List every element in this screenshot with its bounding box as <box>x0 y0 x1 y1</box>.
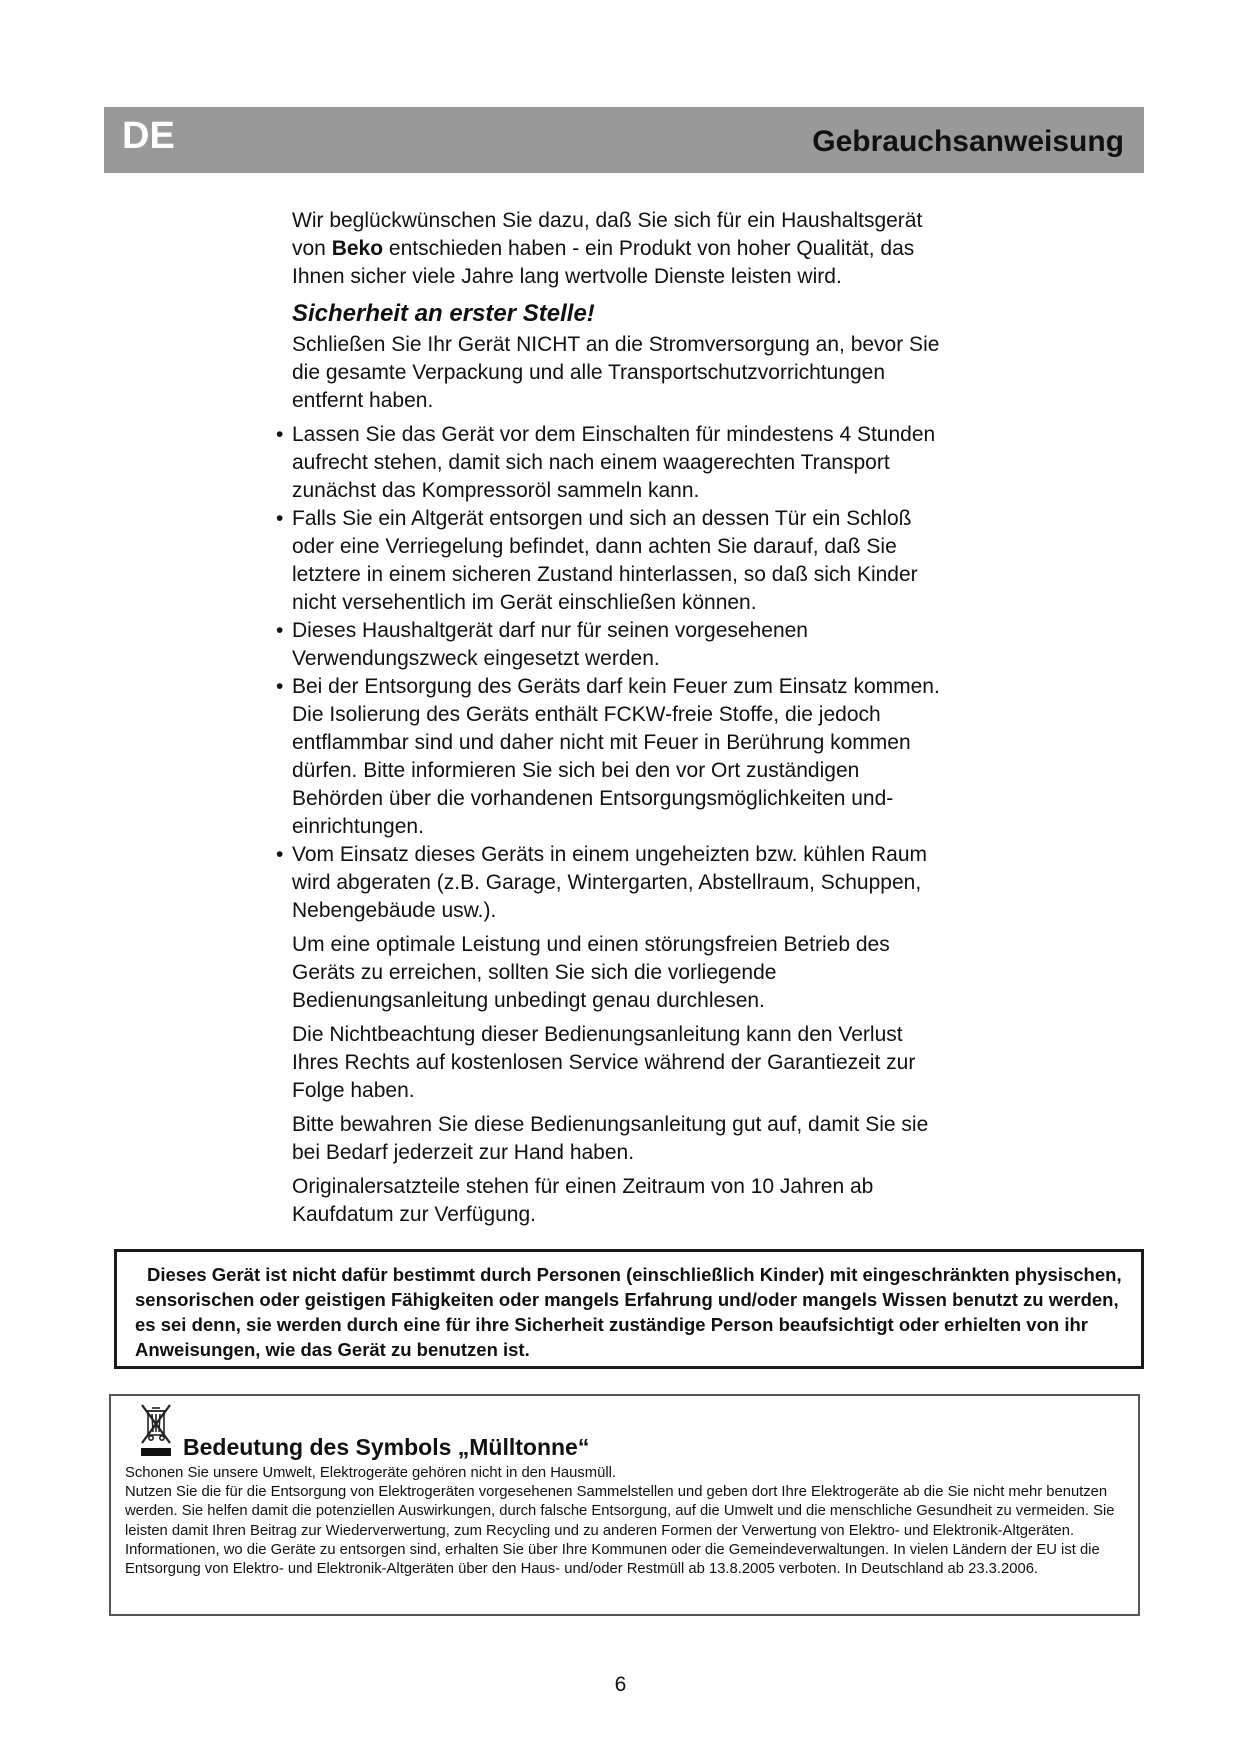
intro-text-end: entschieden haben - ein Produkt von hoher Qualität, das Ihnen sicher viele Jahre lang wertvolle Dienste leisten wird. <box>292 237 915 288</box>
safety-heading: Sicherheit an erster Stelle! <box>292 300 595 327</box>
crossed-out-wheelie-bin-icon <box>139 1402 173 1458</box>
disposal-intro-line: Schonen Sie unsere Umwelt, Elektrogeräte gehören nicht in den Hausmüll. <box>125 1465 617 1481</box>
keep-manual-paragraph: Bitte bewahren Sie diese Bedienungsanleitung gut auf, damit Sie sie bei Bedarf jederzeit zur Hand haben. <box>292 1113 929 1164</box>
header-bar <box>104 107 1144 173</box>
disposal-title: Bedeutung des Symbols „Mülltonne“ <box>183 1434 590 1460</box>
safety-lead-paragraph: Schließen Sie Ihr Gerät NICHT an die Stromversorgung an, bevor Sie die gesamte Verpackung und alle Transportschutzvorrichtungen entfernt haben. <box>292 333 940 412</box>
bullet-item: • Vom Einsatz dieses Geräts in einem ungeheizten bzw. kühlen Raum wird abgeraten (z.B. Garage, Wintergarten, Abstellraum, Schuppen, Nebengebäude usw.). <box>292 841 952 925</box>
brand-name: Beko <box>331 237 384 260</box>
warranty-paragraph: Die Nichtbeachtung dieser Bedienungsanleitung kann den Verlust Ihres Rechts auf kostenlosen Service während der Garantiezeit zur Folge haben. <box>292 1023 916 1102</box>
disposal-body-text: Nutzen Sie die für die Entsorgung von Elektrogeräten vorgesehenen Sammelstellen und geben dort Ihre Elektrogeräte ab die Sie nicht mehr benutzen werden. Sie helfen damit die potenziellen Auswirkungen, durch falsche Entsorgung, auf die Umwelt und die menschliche Gesundheit zu vermeiden. Sie leisten damit Ihren Beitrag zur Wiederverwertung, zum Recycling und zu anderen Formen der Verwertung von Elektro- und Elektronik-Altgeräten. Informationen, wo die Geräte zu entsorgen sind, erhalten Sie über Ihre Kommunen oder die Gemeindeverwaltungen. In vielen Ländern der EU ist die Entsorgung von Elektro- und Elektronik-Altgeräten über den Haus- und/oder Restmüll ab 13.8.2005 verboten. In Deutschland ab 23.3.2006. <box>125 1484 1115 1578</box>
bullet-item: • Falls Sie ein Altgerät entsorgen und sich an dessen Tür ein Schloß oder eine Verriegelung befindet, dann achten Sie darauf, daß Sie letztere in einem sicheren Zustand hinterlassen, so daß sich Kinder nicht versehentlich im Gerät einschließen können. <box>292 505 952 617</box>
bullet-item: • Bei der Entsorgung des Geräts darf kein Feuer zum Einsatz kommen. Die Isolierung des Geräts enthält FCKW-freie Stoffe, die jedoch entflammbar sind und daher nicht mit Feuer in Berührung kommen dürfen. Bitte informieren Sie sich bei den vor Ort zuständigen Behörden über die vorhandenen Entsorgungsmöglichkeiten und-einrichtungen. <box>292 673 952 841</box>
bullet-item: • Lassen Sie das Gerät vor dem Einschalten für mindestens 4 Stunden aufrecht stehen, damit sich nach einem waagerechten Transport zunächst das Kompressoröl sammeln kann. <box>292 421 952 505</box>
language-code: DE <box>122 115 175 157</box>
warning-box <box>114 1249 1144 1369</box>
disposal-header <box>125 1402 1124 1464</box>
performance-paragraph: Um eine optimale Leistung und einen störungsfreien Betrieb des Geräts zu erreichen, sollten Sie sich die vorliegende Bedienungsanleitung unbedingt genau durchlesen. <box>292 933 890 1012</box>
main-text <box>292 207 952 1229</box>
bullet-item: • Dieses Haushaltgerät darf nur für seinen vorgesehenen Verwendungszweck eingesetzt werden. <box>292 617 952 673</box>
disposal-notice-box <box>109 1394 1140 1616</box>
spare-parts-paragraph: Originalersatzteile stehen für einen Zeitraum von 10 Jahren ab Kaufdatum zur Verfügung. <box>292 1175 874 1226</box>
intro-paragraph <box>292 207 952 291</box>
warning-text: Dieses Gerät ist nicht dafür bestimmt durch Personen (einschließlich Kinder) mit eingeschränkten physischen, sensorischen oder geistigen Fähigkeiten oder mangels Erfahrung und/oder mangels Wissen benutzt zu werden, es sei denn, sie werden durch eine für ihre Sicherheit zuständige Person beaufsichtigt oder erhielten von ihr Anweisungen, wie das Gerät zu benutzen ist. <box>135 1264 1122 1360</box>
page-number: 6 <box>614 1673 627 1696</box>
document-title: Gebrauchsanweisung <box>812 125 1124 158</box>
intro-text-start: Wir beglückwünschen Sie dazu, daß Sie sich für ein Haushaltsgerät von <box>292 209 923 260</box>
safety-bullet-list <box>292 421 952 925</box>
